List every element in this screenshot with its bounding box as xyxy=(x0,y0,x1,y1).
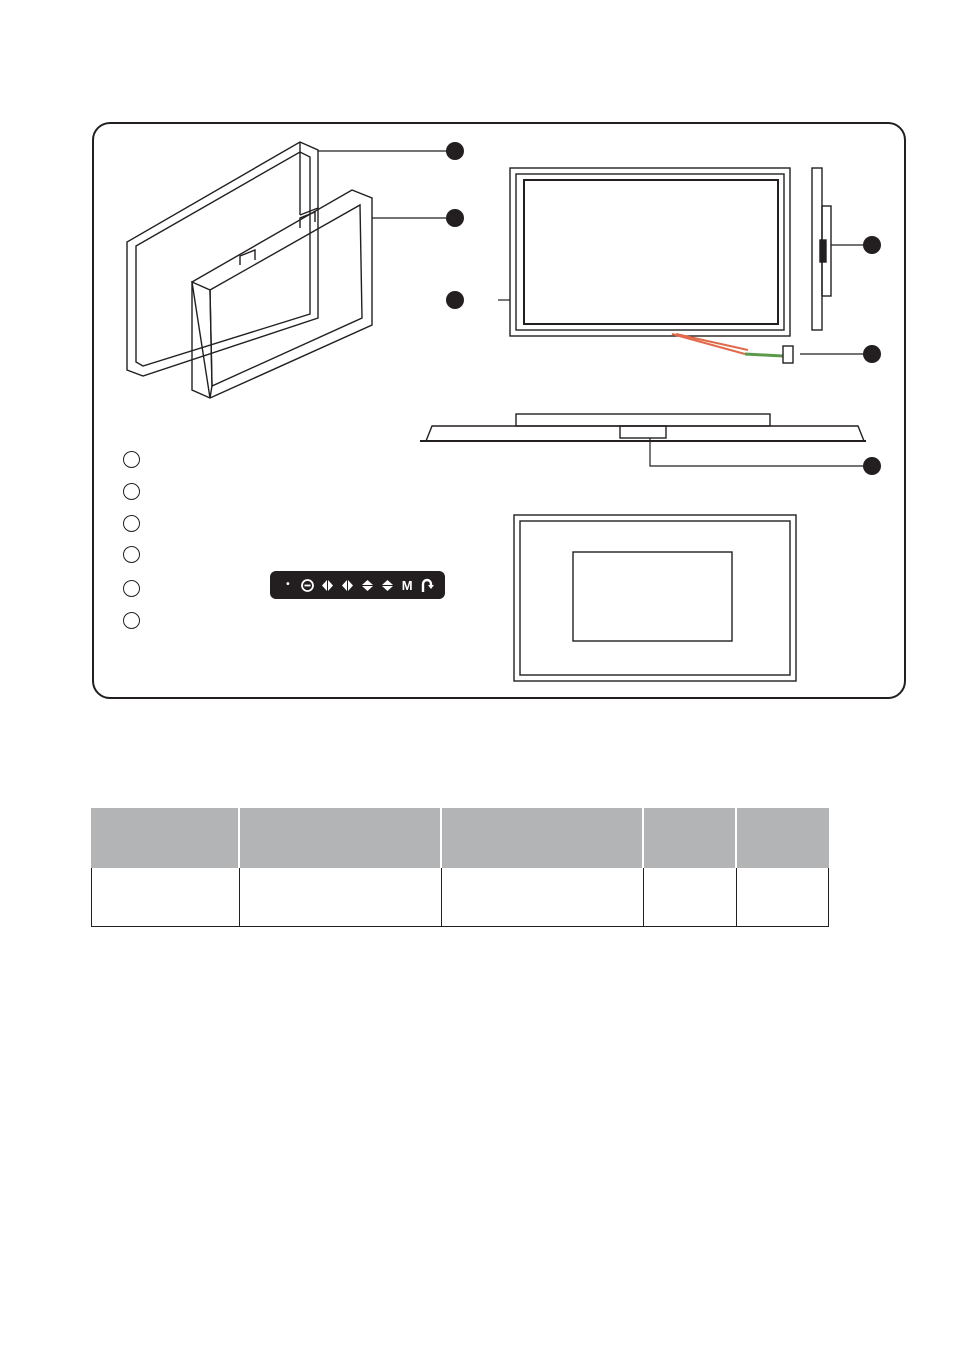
legend-circle-2 xyxy=(123,483,140,500)
rear-view-drawing xyxy=(514,515,796,681)
table-header-row xyxy=(92,809,829,868)
cable-drawing xyxy=(672,334,793,363)
legend-circle-1 xyxy=(123,451,140,468)
table-cell xyxy=(239,868,441,927)
table-row xyxy=(92,868,829,927)
table-header-cell xyxy=(441,809,643,868)
legend-circle-5 xyxy=(123,580,140,597)
legend-circle-3 xyxy=(123,515,140,532)
return-icon xyxy=(419,577,435,593)
osd-keypad xyxy=(270,571,445,599)
left-right-icon xyxy=(340,577,356,593)
open-frame-front-drawing xyxy=(510,168,790,336)
up-down-icon xyxy=(359,577,375,593)
table-cell xyxy=(441,868,643,927)
menu-icon: M xyxy=(401,577,413,593)
table-header-cell xyxy=(92,809,240,868)
table-cell xyxy=(643,868,736,927)
table-header-cell xyxy=(239,809,441,868)
power-icon xyxy=(300,577,316,593)
legend-circle-4 xyxy=(123,546,140,563)
left-right-icon xyxy=(320,577,336,593)
table-header-cell xyxy=(736,809,829,868)
leader-lines xyxy=(318,151,864,466)
front-bezel-drawing xyxy=(192,190,372,398)
side-view-drawing xyxy=(812,168,831,330)
callout-markers xyxy=(446,142,881,475)
up-down-icon xyxy=(379,577,395,593)
spec-table xyxy=(91,808,829,927)
legend-circle-6 xyxy=(123,612,140,629)
edge-view-drawing xyxy=(420,414,866,441)
rear-frame-drawing xyxy=(127,142,318,376)
table-cell xyxy=(92,868,240,927)
led-dot-icon: • xyxy=(286,579,290,590)
table-cell xyxy=(736,868,829,927)
table-header-cell xyxy=(643,809,736,868)
